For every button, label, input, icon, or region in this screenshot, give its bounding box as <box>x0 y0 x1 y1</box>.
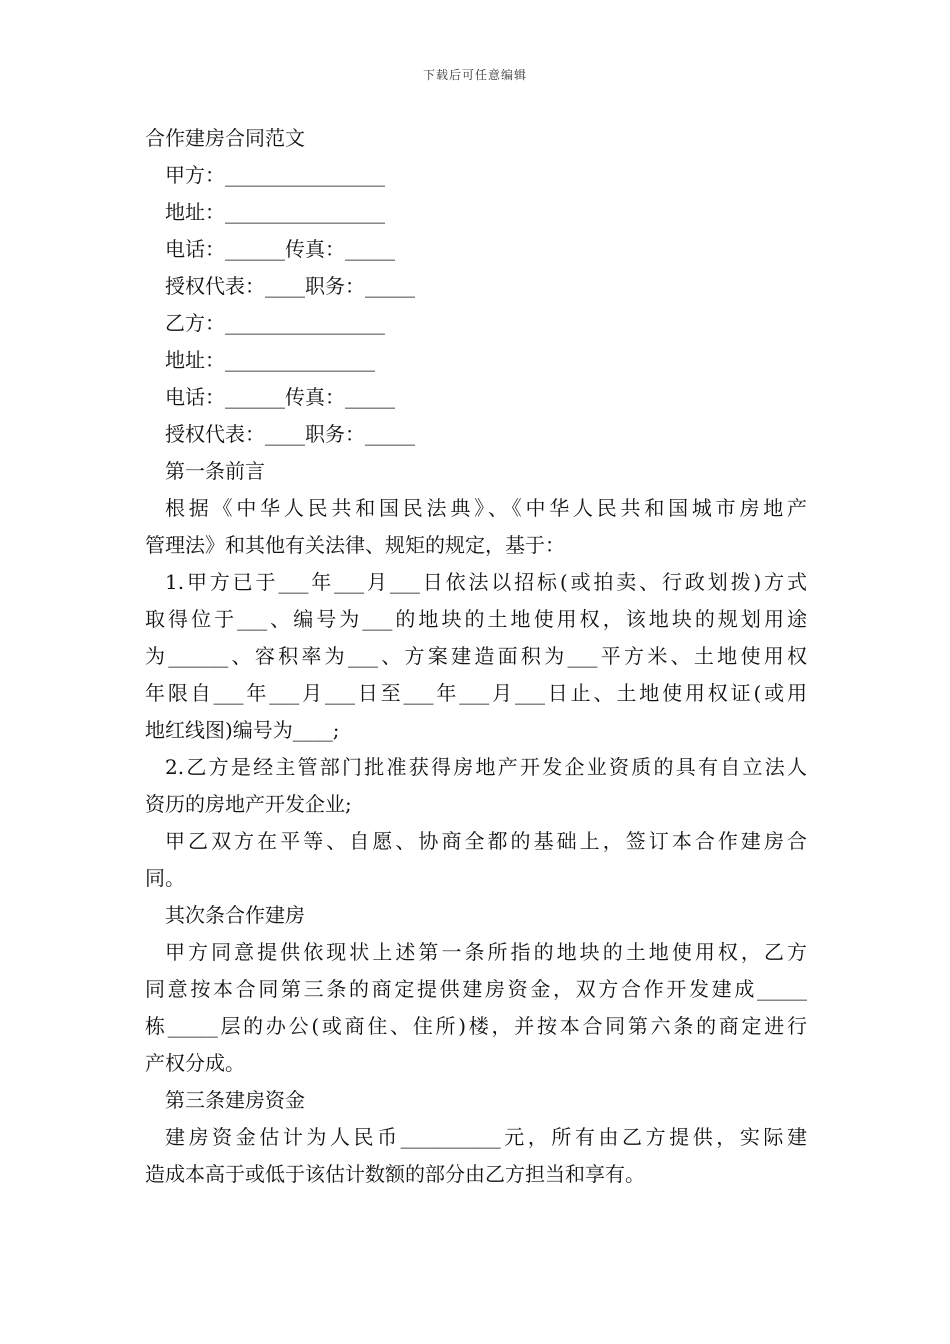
article-2-paragraph-line: 同意按本合同第三条的商定提供建房资金，双方合作开发建成_____ <box>145 977 807 1001</box>
article-1-item-2-line: 资历的房地产开发企业; <box>145 792 352 816</box>
article-2-paragraph-line: 甲方同意提供依现状上述第一条所指的地块的土地使用权，乙方 <box>165 940 807 964</box>
article-1-heading: 第一条前言 <box>165 459 265 483</box>
article-1-item-1-line: 地红线图)编号为____; <box>145 718 340 742</box>
article-3-heading: 第三条建房资金 <box>165 1088 305 1112</box>
party-b-representative: 授权代表：____职务：_____ <box>165 422 415 446</box>
document-title: 合作建房合同范文 <box>145 126 305 150</box>
article-3-paragraph-line: 建房资金估计为人民币__________元，所有由乙方提供，实际建 <box>165 1125 807 1149</box>
article-1-intro-line: 管理法》和其他有关法律、规矩的规定，基于： <box>145 533 565 557</box>
article-1-item-1-line: 1.甲方已于___年___月___日依法以招标(或拍卖、行政划拨)方式 <box>165 570 807 594</box>
article-1-item-1-line: 为______、容积率为___、方案建造面积为___平方米、土地使用权 <box>145 644 807 668</box>
article-1-item-1-line: 年限自___年___月___日至___年___月___日止、土地使用权证(或用 <box>145 681 807 705</box>
party-a-name: 甲方：________________ <box>165 163 385 187</box>
contract-body <box>145 120 807 1193</box>
article-1-item-1-line: 取得位于___、编号为___的地块的土地使用权，该地块的规划用途 <box>145 607 807 631</box>
party-b-phone-fax: 电话：______传真：_____ <box>165 385 395 409</box>
page-header-watermark: 下载后可任意编辑 <box>422 68 527 82</box>
article-3-paragraph-line: 造成本高于或低于该估计数额的部分由乙方担当和享有。 <box>145 1162 645 1186</box>
party-a-phone-fax: 电话：______传真：_____ <box>165 237 395 261</box>
party-a-address: 地址：________________ <box>165 200 385 224</box>
article-2-paragraph-line: 栋_____层的办公(或商住、住所)楼，并按本合同第六条的商定进行 <box>145 1014 807 1038</box>
article-1-paragraph-line: 同。 <box>145 866 185 890</box>
party-b-name: 乙方：________________ <box>165 311 385 335</box>
party-a-representative: 授权代表：____职务：_____ <box>165 274 415 298</box>
article-1-paragraph-line: 甲乙双方在平等、自愿、协商全都的基础上，签订本合作建房合 <box>165 829 807 853</box>
article-2-heading: 其次条合作建房 <box>165 903 305 927</box>
article-2-paragraph-line: 产权分成。 <box>145 1051 245 1075</box>
article-1-intro-line: 根据《中华人民共和国民法典》、《中华人民共和国城市房地产 <box>165 496 807 520</box>
party-b-address: 地址：_______________ <box>165 348 375 372</box>
article-1-item-2-line: 2.乙方是经主管部门批准获得房地产开发企业资质的具有自立法人 <box>165 755 807 779</box>
